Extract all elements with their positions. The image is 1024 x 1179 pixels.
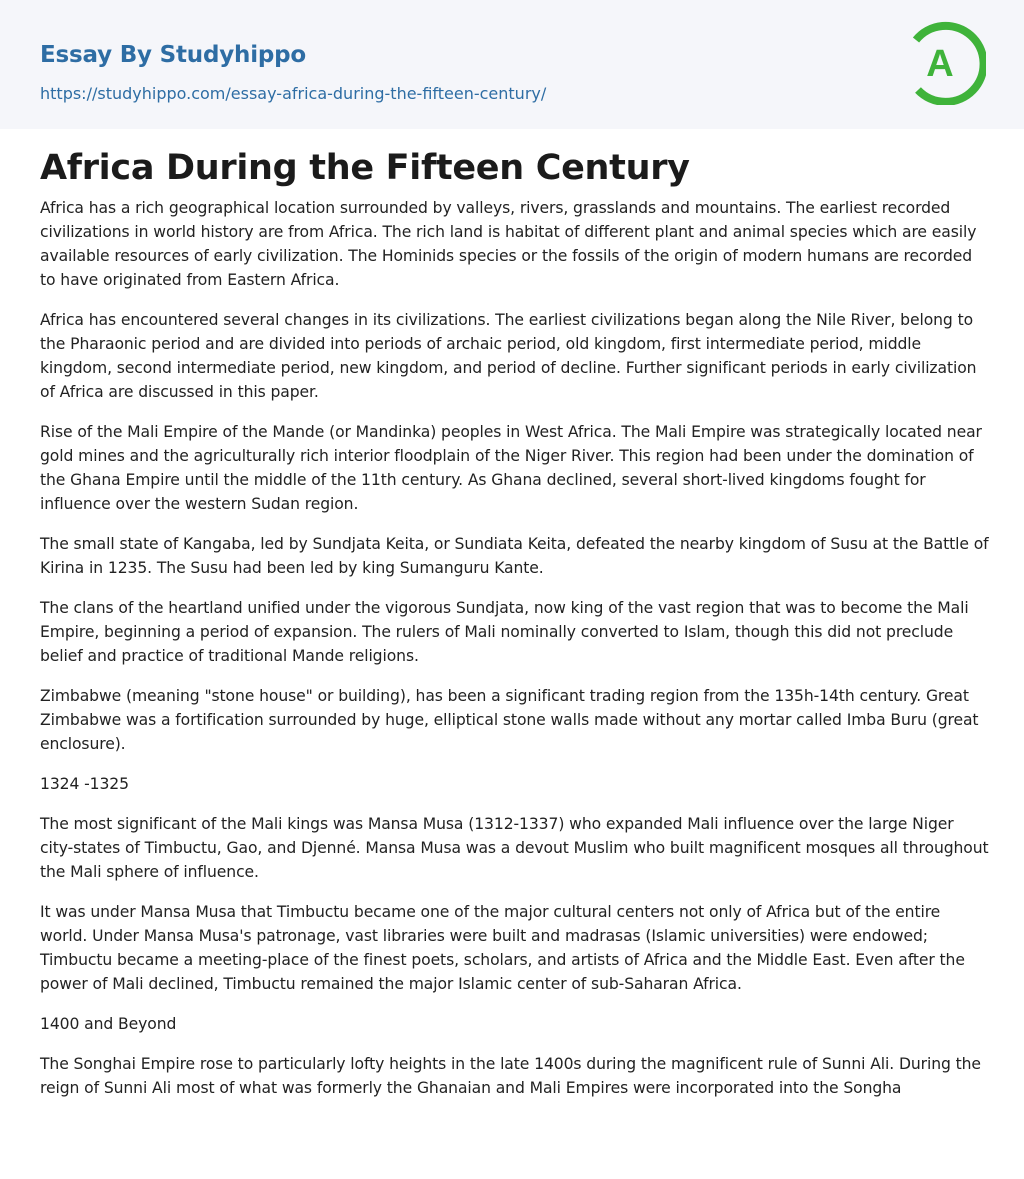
site-header <box>0 0 1024 129</box>
article <box>40 146 990 1116</box>
section-heading-1324-1325: 1324 -1325 <box>40 775 129 793</box>
article-title: Africa During the Fifteen Century <box>40 148 690 188</box>
logo-a-icon <box>912 19 986 105</box>
article-paragraph: The clans of the heartland unified under the vigorous Sundjata, now king of the vast region that was to become the Mali Empire, beginning a period of expansion. The rulers of Mali nominally converted to Islam, though this did not preclude belief and practice of traditional Mande religions. <box>40 599 969 665</box>
essay-url-link[interactable]: https://studyhippo.com/essay-africa-during-the-fifteen-century/ <box>40 84 547 103</box>
brand-title[interactable]: Essay By Studyhippo <box>40 42 307 68</box>
article-paragraph: It was under Mansa Musa that Timbuctu became one of the major cultural centers not only of Africa but of the entire world. Under Mansa Musa's patronage, vast libraries were built and madrasas (Islamic universities) were endowed; Timbuctu became a meeting-place of the finest poets, scholars, and artists of Africa and the Middle East. Even after the power of Mali declined, Timbuctu remained the major Islamic center of sub-Saharan Africa. <box>40 903 965 993</box>
article-paragraph: The Songhai Empire rose to particularly lofty heights in the late 1400s during the magnificent rule of Sunni Ali. During the reign of Sunni Ali most of what was formerly the Ghanaian and Mali Empires were incorporated into the Songha <box>40 1055 981 1097</box>
article-paragraph: Rise of the Mali Empire of the Mande (or Mandinka) peoples in West Africa. The Mali Empire was strategically located near gold mines and the agriculturally rich interior floodplain of the Niger River. This region had been under the domination of the Ghana Empire until the middle of the 11th century. As Ghana declined, several short-lived kingdoms fought for influence over the western Sudan region. <box>40 423 982 513</box>
logo-letter: A <box>926 43 954 85</box>
article-paragraph: Africa has a rich geographical location surrounded by valleys, rivers, grasslands and mountains. The earliest recorded civilizations in world history are from Africa. The rich land is habitat of different plant and animal species which are easily available resources of early civilization. The Hominids species or the fossils of the origin of modern humans are recorded to have originated from Eastern Africa. <box>40 199 977 289</box>
article-paragraph: Africa has encountered several changes in its civilizations. The earliest civilizations began along the Nile River, belong to the Pharaonic period and are divided into periods of archaic period, old kingdom, first intermediate period, middle kingdom, second intermediate period, new kingdom, and period of decline. Further significant periods in early civilization of Africa are discussed in this paper. <box>40 311 977 401</box>
article-paragraph: The small state of Kangaba, led by Sundjata Keita, or Sundiata Keita, defeated the nearby kingdom of Susu at the Battle of Kirina in 1235. The Susu had been led by king Sumanguru Kante. <box>40 535 989 577</box>
article-paragraph: Zimbabwe (meaning "stone house" or building), has been a significant trading region from the 135h-14th century. Great Zimbabwe was a fortification surrounded by huge, elliptical stone walls made without any mortar called Imba Buru (great enclosure). <box>40 687 979 753</box>
article-paragraph: The most significant of the Mali kings was Mansa Musa (1312-1337) who expanded Mali influence over the large Niger city-states of Timbuctu, Gao, and Djenné. Mansa Musa was a devout Muslim who built magnificent mosques all throughout the Mali sphere of influence. <box>40 815 989 881</box>
studyhippo-logo[interactable] <box>912 19 986 105</box>
section-heading-1400-and-beyond: 1400 and Beyond <box>40 1015 177 1033</box>
